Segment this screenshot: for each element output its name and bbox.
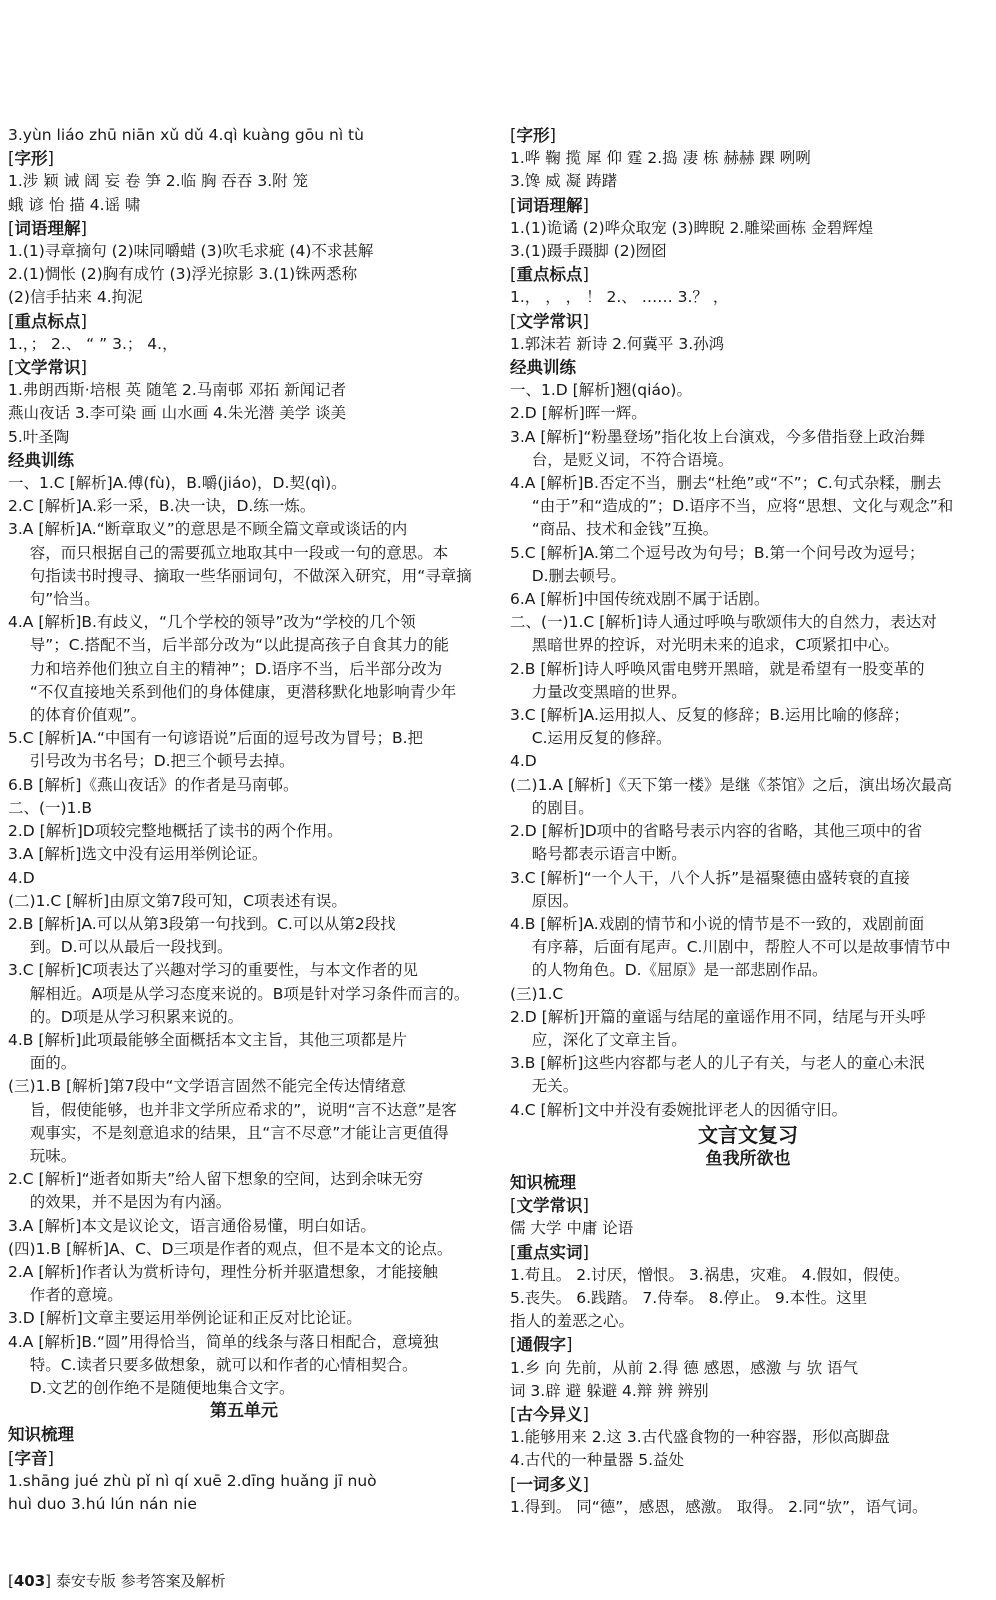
- answer-continuation: 黑暗世界的控诉，对光明未来的追求，C项紧扣中心。: [531, 636, 900, 655]
- bracket-open: [: [510, 1242, 517, 1262]
- bracket-close: ]: [582, 1242, 589, 1262]
- answer-line: (三)1.B [解析]第7段中“文学语言固然不能完全传达情绪意: [8, 1077, 406, 1096]
- answer-line: 1.弗朗西斯·培根 英 随笔 2.马南邨 邓拓 新闻记者: [8, 381, 347, 400]
- answer-continuation: 力量改变黑暗的世界。: [531, 682, 687, 701]
- section-heading-text: 字形: [14, 149, 48, 169]
- answer-line: 3.A [解析]“粉墨登场”指化妆上台演戏，今多借指登上政治舞: [510, 427, 925, 446]
- answer-line: 1.，； 2.、 “ ” 3.； 4.，: [8, 334, 178, 353]
- section-heading: [510, 1241, 986, 1264]
- answer-line: 3.A [解析]选文中没有运用举例论证。: [8, 845, 268, 864]
- section-heading-text: 文学常识: [516, 311, 583, 331]
- answer-continuation: 旨，假使能够，也并非文学所应希求的”，说明“言不达意”是客: [29, 1100, 457, 1119]
- section-heading-text: 文学常识: [14, 358, 81, 378]
- answer-line: 1.郭沫若 新诗 2.何冀平 3.孙鸿: [510, 334, 725, 353]
- answer-line: 蛾 谚 怡 描 4.谣 啸: [8, 195, 141, 214]
- answer-continuation: 力和培养他们独立自主的精神”；D.语序不当，后半部分改为: [29, 659, 443, 678]
- chapter-title: 文言文复习: [698, 1122, 798, 1147]
- answer-line: 4.D: [510, 752, 537, 771]
- answer-continuation: 特。C.读者只要多做想象，就可以和作者的心情相契合。: [29, 1355, 418, 1374]
- footer-label: 参考答案及解析: [120, 1572, 226, 1590]
- answer-continuation: “不仅直接地关系到他们的身体健康，更潜移默化地影响青少年: [29, 682, 457, 701]
- bracket-close: ]: [582, 1404, 589, 1424]
- answer-line: (2)信手拈来 4.拘泥: [8, 288, 143, 307]
- answer-line: (二)1.C [解析]由原文第7段可知，C项表述有误。: [8, 891, 347, 910]
- answer-continuation: 句指读书时搜寻、摘取一些华丽词句，不做深入研究，用“寻章摘: [29, 566, 472, 585]
- answer-line: 2.D [解析]开篇的童谣与结尾的童谣作用不同，结尾与开头呼: [510, 1007, 926, 1026]
- bracket-close: ]: [582, 1196, 589, 1216]
- answer-line: 1.， ， ， ！ 2.、 …… 3.？ ，: [510, 288, 729, 307]
- section-heading: [8, 310, 480, 333]
- answer-continuation: 的人物角色。D.《屈原》是一部悲剧作品。: [531, 961, 828, 980]
- answer-continuation: 作者的意境。: [29, 1286, 123, 1305]
- answer-line: 4.C [解析]文中并没有委婉批评老人的因循守旧。: [510, 1100, 848, 1119]
- section-heading-text: 一词多义: [516, 1474, 583, 1494]
- section-heading: [510, 1333, 986, 1356]
- section-heading-text: 通假字: [516, 1335, 566, 1355]
- answer-line: 燕山夜话 3.李可染 画 山水画 4.朱光潜 美学 谈美: [8, 404, 347, 423]
- block-heading: 知识梳理: [8, 1425, 74, 1445]
- answer-line: (三)1.C: [510, 984, 564, 1003]
- answer-line: 1.能够用来 2.这 3.古代盛食物的一种容器，形似高脚盘: [510, 1428, 890, 1447]
- answer-continuation: 句”恰当。: [29, 590, 100, 609]
- answer-line: 3.A [解析]A.“断章取义”的意思是不顾全篇文章或谈话的内: [8, 520, 408, 539]
- section-heading: [8, 356, 480, 379]
- bracket-open: [: [8, 1448, 15, 1468]
- section-heading: [510, 310, 986, 333]
- section-heading-text: 字音: [14, 1448, 48, 1468]
- answer-line: 3.yùn liáo zhū niān xǔ dǔ 4.qì kuàng gōu nì tù: [8, 126, 364, 144]
- answer-line: 2.C [解析]“逝者如斯夫”给人留下想象的空间，达到余味无穷: [8, 1170, 424, 1189]
- answer-line: 一、1.C [解析]A.傅(fù)，B.嚼(jiáo)，D.契(qì)。: [8, 474, 347, 493]
- answer-line: 4.A [解析]B.否定不当，删去“杜绝”或“不”；C.句式杂糅，删去: [510, 474, 942, 493]
- answer-continuation: 玩味。: [29, 1146, 77, 1165]
- bracket-close: ]: [582, 195, 589, 215]
- section-heading: [510, 263, 986, 286]
- answer-line: (四)1.B [解析]A、C、D三项是作者的观点，但不是本文的论点。: [8, 1239, 453, 1258]
- answer-line: huì duo 3.hú lún nán nie: [8, 1494, 197, 1513]
- footer-bracket-open: [: [8, 1572, 14, 1590]
- bracket-close: ]: [80, 311, 87, 331]
- answer-line: 2.D [解析]D项较完整地概括了读书的两个作用。: [8, 822, 343, 841]
- answer-line: 3.B [解析]这些内容都与老人的儿子有关，与老人的童心未泯: [510, 1054, 925, 1073]
- answer-continuation: 的。D项是从学习积累来说的。: [29, 1007, 244, 1026]
- answer-continuation: 的体育价值观”。: [29, 706, 147, 725]
- answer-line: 二、(一)1.C [解析]诗人通过呼唤与歌颂伟大的自然力，表达对: [510, 613, 937, 632]
- bracket-open: [: [8, 311, 15, 331]
- section-heading: [510, 194, 986, 217]
- answer-continuation: 有序幕，后面有尾声。C.川剧中，帮腔人不可以是故事情节中: [531, 938, 951, 957]
- answer-line: 1.(1)诡谲 (2)哗众取宠 (3)睥睨 2.雕梁画栋 金碧辉煌: [510, 218, 874, 237]
- answer-continuation: “商品、技术和金钱”互换。: [531, 520, 719, 539]
- answer-line: (二)1.A [解析]《天下第一楼》是继《茶馆》之后，演出场次最高: [510, 775, 953, 794]
- answer-line: 5.C [解析]A.“中国有一句谚语说”后面的逗号改为冒号；B.把: [8, 729, 424, 748]
- answer-line: 4.古代的一种量器 5.益处: [510, 1451, 685, 1470]
- bracket-open: [: [510, 1196, 517, 1216]
- bracket-close: ]: [47, 149, 54, 169]
- answer-line: 一、1.D [解析]翘(qiáo)。: [510, 381, 692, 400]
- answer-continuation: D.文艺的创作绝不是随便地集合文字。: [29, 1378, 295, 1397]
- answer-line: 词 3.辟 避 躲避 4.辩 辨 辨别: [510, 1381, 709, 1400]
- bracket-open: [: [510, 311, 517, 331]
- answer-line: 2.D [解析]晖一辉。: [510, 404, 647, 423]
- bracket-open: [: [510, 1404, 517, 1424]
- answer-continuation: C.运用反复的修辞。: [531, 729, 672, 748]
- bracket-open: [: [510, 126, 517, 145]
- section-heading-text: 古今异义: [516, 1404, 583, 1424]
- footer-edition: 泰安专版: [55, 1572, 116, 1590]
- section-heading: [510, 1473, 986, 1496]
- answer-continuation: 面的。: [29, 1054, 77, 1073]
- answer-line: 儒 大学 中庸 论语: [510, 1219, 634, 1238]
- answer-line: 2.D [解析]D项中的省略号表示内容的省略，其他三项中的省: [510, 822, 923, 841]
- page-number: 403: [13, 1572, 46, 1590]
- answer-line: 5.叶圣陶: [8, 427, 70, 446]
- section-heading: [510, 1194, 986, 1217]
- section-heading-text: 重点标点: [14, 311, 81, 331]
- answer-continuation: 观事实，不是刻意追求的结果，且“言不尽意”才能让言更值得: [29, 1123, 449, 1142]
- answer-line: 4.A [解析]B.有歧义，“几个学校的领导”改为“学校的几个领: [8, 613, 416, 632]
- answer-line: 二、(一)1.B: [8, 798, 93, 817]
- section-heading-text: 词语理解: [14, 218, 81, 238]
- block-heading: 经典训练: [510, 358, 576, 378]
- section-heading-text: 重点实词: [516, 1242, 583, 1262]
- answer-line: 1.(1)寻章摘句 (2)味同嚼蜡 (3)吹毛求疵 (4)不求甚解: [8, 242, 374, 261]
- section-heading: [510, 124, 986, 147]
- answer-continuation: D.删去顿号。: [531, 566, 627, 585]
- answer-line: 3.C [解析]“一个人干，八个人拆”是福聚德由盛转衰的直接: [510, 868, 910, 887]
- block-heading: 经典训练: [8, 450, 74, 470]
- right-column: [510, 124, 986, 1519]
- answer-continuation: 无关。: [531, 1077, 579, 1096]
- answer-continuation: 台，是贬义词，不符合语境。: [531, 450, 734, 469]
- section-heading: [510, 1403, 986, 1426]
- bracket-open: [: [510, 195, 517, 215]
- answer-line: 2.A [解析]作者认为赏析诗句，理性分析并驱遣想象，才能接触: [8, 1262, 438, 1281]
- answer-continuation: 容，而只根据自己的需要孤立地取其中一段或一句的意思。本: [29, 543, 449, 562]
- section-heading: [8, 217, 480, 240]
- answer-continuation: 的效果，并不是因为有内涵。: [29, 1193, 232, 1212]
- answer-continuation: 应，深化了文章主旨。: [531, 1030, 687, 1049]
- footer-bracket-close: ]: [45, 1572, 52, 1590]
- answer-line: 3.C [解析]C项表达了兴趣对学习的重要性，与本文作者的见: [8, 961, 418, 980]
- answer-continuation: “由于”和“造成的”；D.语序不当，应将“思想、文化与观念”和: [531, 497, 954, 516]
- answer-continuation: 引号改为书名号；D.把三个顿号去掉。: [29, 752, 295, 771]
- answer-line: 1.哗 鞠 揽 犀 仰 霆 2.捣 凄 栋 赫赫 踝 咧咧: [510, 149, 811, 168]
- answer-line: 3.D [解析]文章主要运用举例论证和正反对比论证。: [8, 1309, 362, 1328]
- answer-line: 4.B [解析]A.戏剧的情节和小说的情节是不一致的，戏剧前面: [510, 914, 925, 933]
- section-heading: [8, 1447, 480, 1470]
- answer-line: 2.B [解析]诗人呼唤风雷电劈开黑暗，就是希望有一股变革的: [510, 659, 925, 678]
- answer-line: 1.乡 向 先前，从前 2.得 德 感恩，感激 与 欤 语气: [510, 1358, 858, 1377]
- answer-line: 4.D: [8, 868, 35, 887]
- bracket-open: [: [510, 1474, 517, 1494]
- section-heading-text: 文学常识: [516, 1196, 583, 1216]
- answer-line: 2.B [解析]A.可以从第3段第一句找到。C.可以从第2段找: [8, 914, 396, 933]
- answer-line: 4.B [解析]此项最能够全面概括本文主旨，其他三项都是片: [8, 1030, 407, 1049]
- answer-continuation: 原因。: [531, 891, 579, 910]
- unit-title: 第五单元: [210, 1401, 278, 1422]
- answer-continuation: 解相近。A项是从学习态度来说的。B项是针对学习条件而言的。: [29, 984, 470, 1003]
- answer-line: 4.A [解析]B.“圆”用得恰当，简单的线条与落日相配合，意境独: [8, 1332, 439, 1351]
- answer-line: 3.馋 威 凝 踌躇: [510, 172, 618, 191]
- answer-line: 2.C [解析]A.彩一采，B.决一诀，D.练一炼。: [8, 497, 316, 516]
- bracket-open: [: [8, 358, 15, 378]
- answer-continuation: 略号都表示语言中断。: [531, 845, 687, 864]
- answer-line: 6.A [解析]中国传统戏剧不属于话剧。: [510, 590, 770, 609]
- bracket-close: ]: [80, 358, 87, 378]
- answer-continuation: 到。D.可以从最后一段找到。: [29, 938, 233, 957]
- answer-continuation: 的剧目。: [531, 798, 594, 817]
- answer-line: 指人的羞恶之心。: [510, 1312, 635, 1331]
- answer-line: 3.(1)蹑手蹑脚 (2)囫囵: [510, 242, 667, 261]
- bracket-close: ]: [47, 1448, 54, 1468]
- section-heading-text: 重点标点: [516, 265, 583, 285]
- page-footer: [8, 1570, 226, 1591]
- bracket-close: ]: [80, 218, 87, 238]
- answer-continuation: 导”；C.搭配不当，后半部分改为“以此提高孩子自食其力的能: [29, 636, 449, 655]
- section-heading: [8, 147, 480, 170]
- answer-line: 3.C [解析]A.运用拟人、反复的修辞；B.运用比喻的修辞；: [510, 706, 909, 725]
- answer-line: 1.涉 颖 诫 阔 妄 卷 笋 2.临 胸 吞吞 3.附 笼: [8, 172, 309, 191]
- answer-line: 1.shāng jué zhù pǐ nì qí xuē 2.dīng huǎng jī nuò: [8, 1471, 377, 1490]
- answer-line: 1.得到。 同“德”，感恩，感激。 取得。 2.同“欤”，语气词。: [510, 1497, 928, 1516]
- bracket-close: ]: [582, 265, 589, 285]
- answer-line: 3.A [解析]本文是议论文，语言通俗易懂，明白如话。: [8, 1216, 376, 1235]
- answer-line: 5.C [解析]A.第二个逗号改为句号；B.第一个问号改为逗号；: [510, 543, 925, 562]
- left-column: [8, 124, 480, 1516]
- section-heading-text: 词语理解: [516, 195, 583, 215]
- bracket-open: [: [510, 1335, 517, 1355]
- bracket-close: ]: [582, 1474, 589, 1494]
- answer-line: 2.(1)惆怅 (2)胸有成竹 (3)浮光掠影 3.(1)铢两悉称: [8, 265, 358, 284]
- bracket-open: [: [510, 265, 517, 285]
- unit-title: 鱼我所欲也: [705, 1148, 791, 1169]
- bracket-open: [: [8, 218, 15, 238]
- section-heading-text: 字形: [516, 126, 550, 145]
- bracket-close: ]: [582, 311, 589, 331]
- answer-line: 1.苟且。 2.讨厌，憎恨。 3.祸患，灾难。 4.假如，假使。: [510, 1265, 910, 1284]
- answer-line: 5.丧失。 6.践踏。 7.侍奉。 8.停止。 9.本性。这里: [510, 1288, 868, 1307]
- bracket-open: [: [8, 149, 15, 169]
- bracket-close: ]: [565, 1335, 573, 1355]
- answer-line: 6.B [解析]《燕山夜话》的作者是马南邨。: [8, 775, 299, 794]
- bracket-close: ]: [549, 126, 556, 145]
- block-heading: 知识梳理: [510, 1172, 576, 1192]
